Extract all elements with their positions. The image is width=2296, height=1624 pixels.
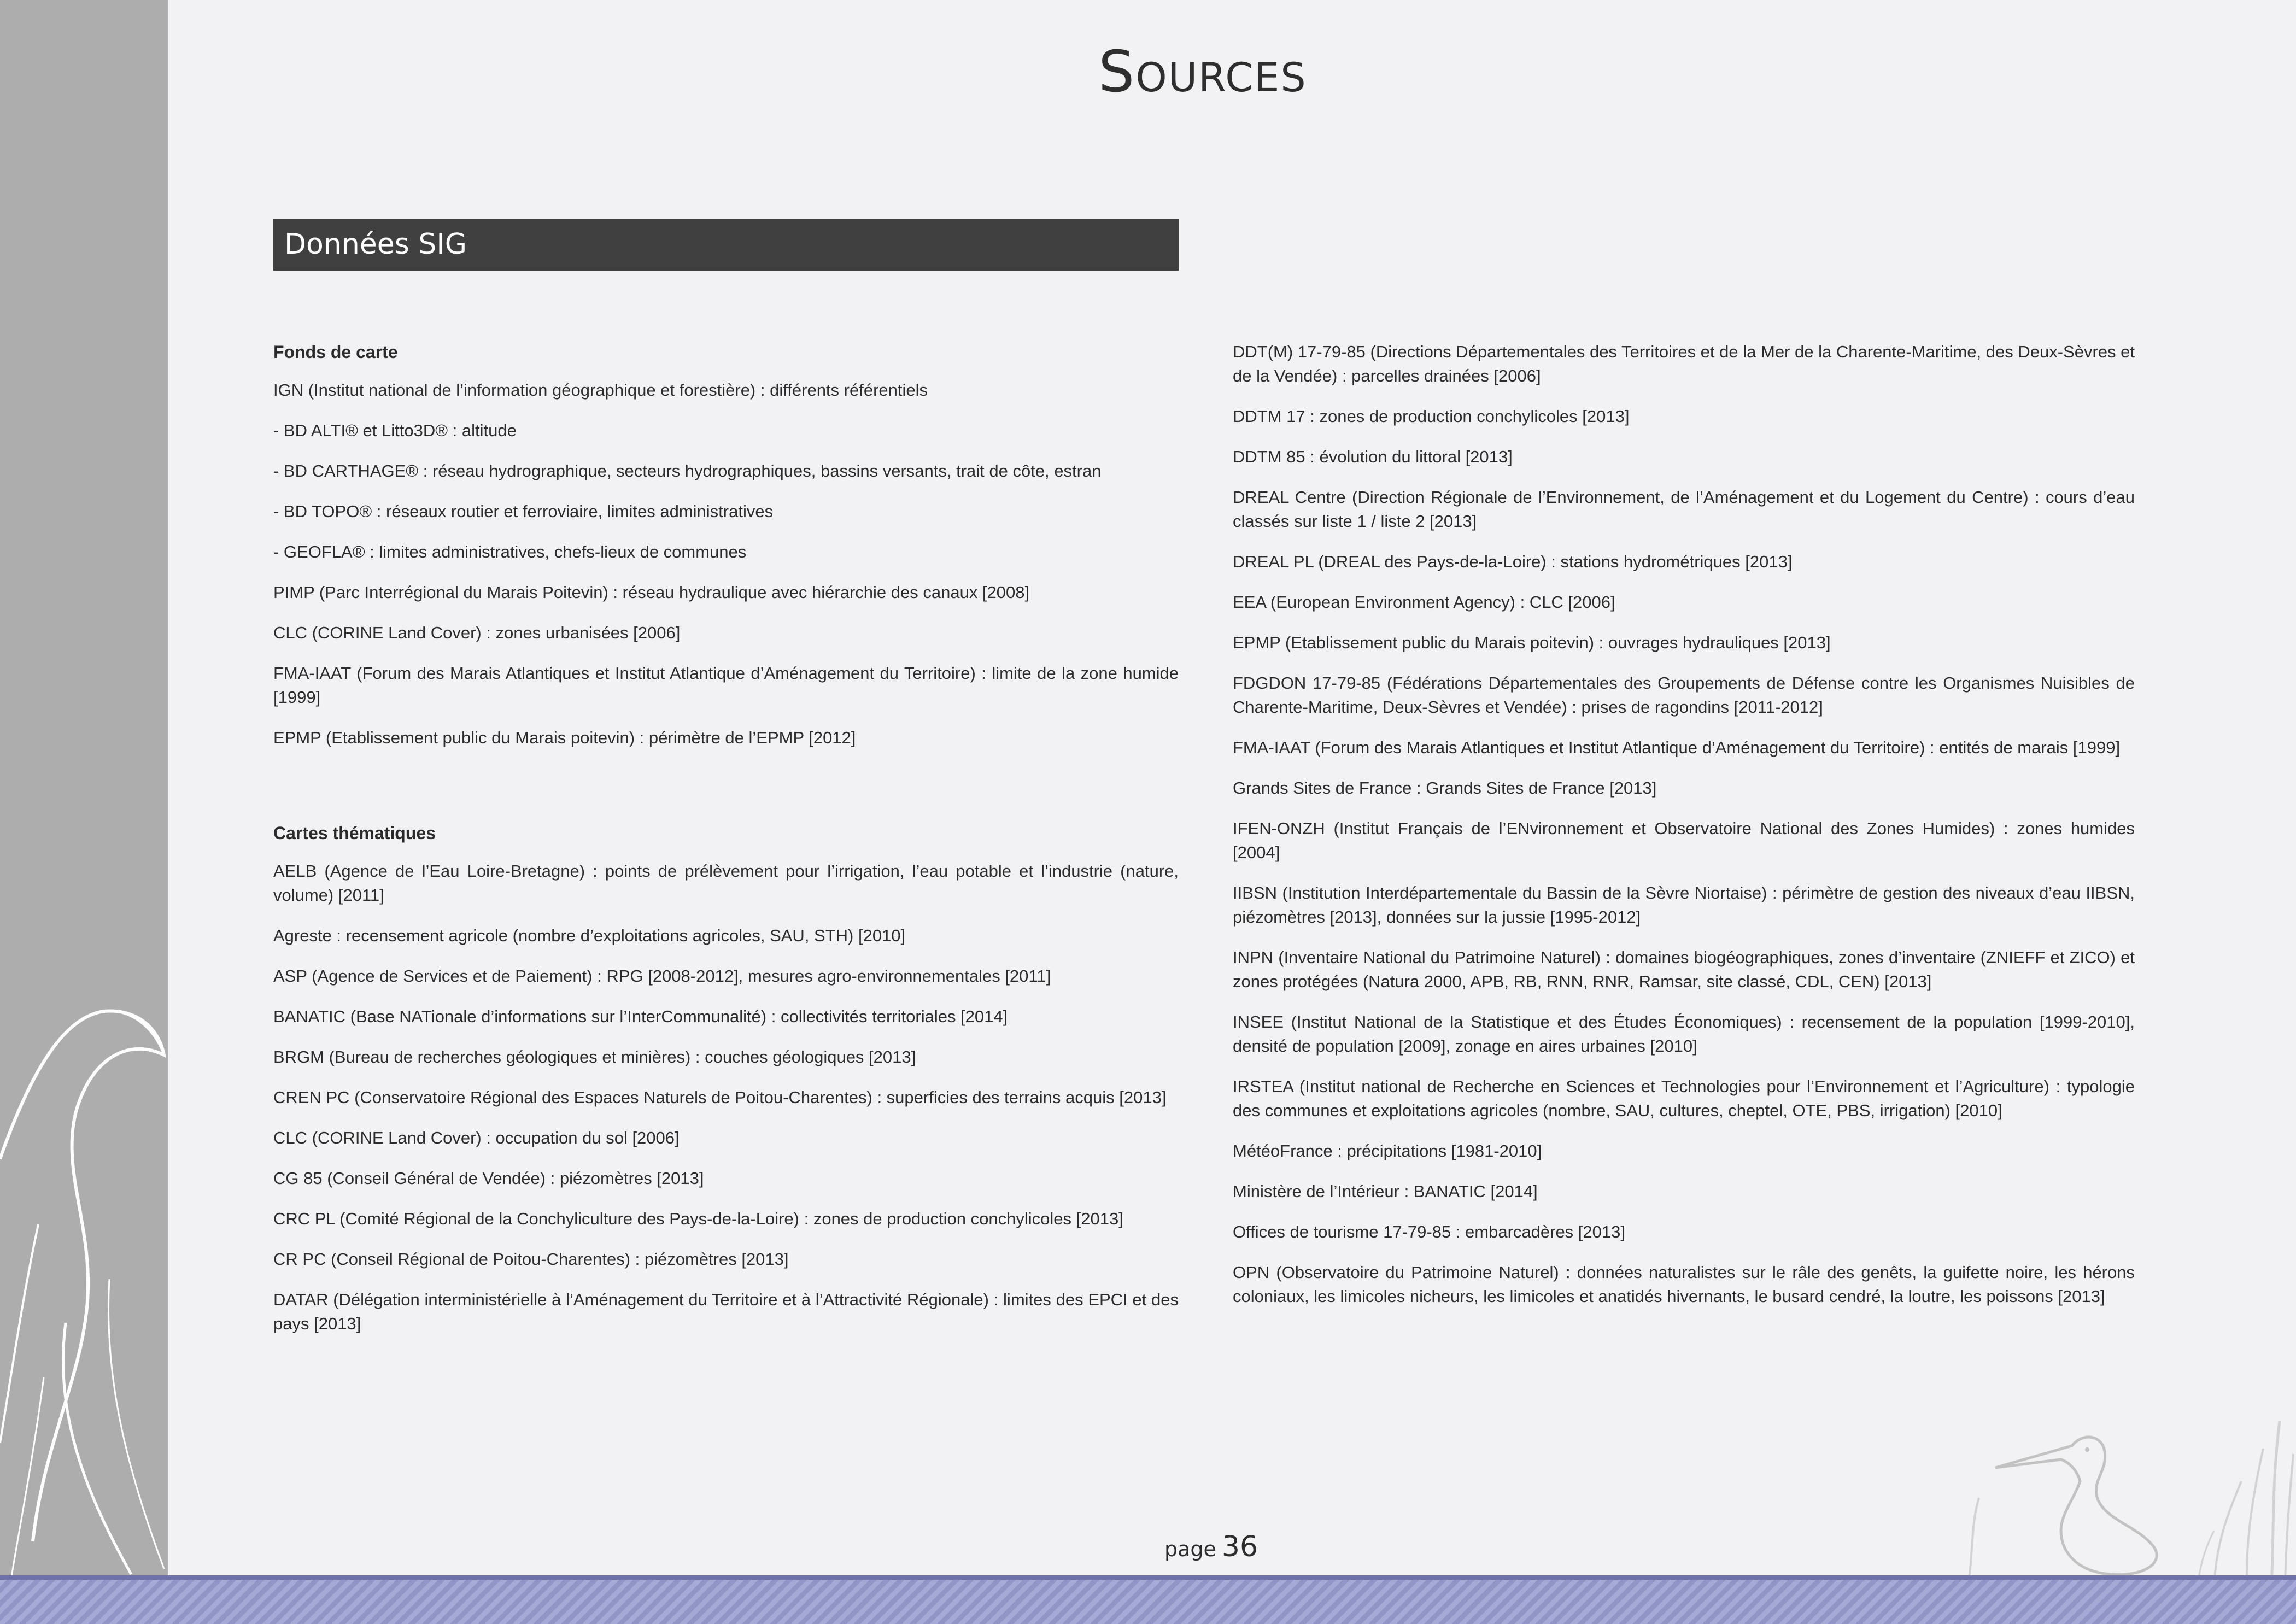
source-item: DDTM 17 : zones de production conchylicoles [2013] [1233, 407, 1630, 426]
source-item: DREAL Centre (Direction Régionale de l’Environnement, de l’Aménagement et du Logement du Centre) : cours d’eau classés sur liste 1 / liste 2 [2013] [1233, 488, 2135, 531]
source-item: IRSTEA (Institut national de Recherche en Sciences et Technologies pour l’Environnement et l’Agriculture) : typologie des communes et exploitations agricoles (nombre, SAU, cultures, cheptel, OTE, PBS, irrigation) [2010] [1233, 1077, 2135, 1120]
source-item: IFEN-ONZH (Institut Français de l’ENvironnement et Observatoire National des Zones Humides) : zones humides [2004] [1233, 819, 2135, 862]
heron-outline-illustration [0, 995, 186, 1585]
source-item: EPMP (Etablissement public du Marais poitevin) : ouvrages hydrauliques [2013] [1233, 633, 1831, 652]
source-item: DDT(M) 17-79-85 (Directions Départementales des Territoires et de la Mer de la Charente-Maritime, des Deux-Sèvres et de la Vendée) : parcelles drainées [2006] [1233, 342, 2135, 385]
source-item: PIMP (Parc Interrégional du Marais Poitevin) : réseau hydraulique avec hiérarchie des canaux [2008] [273, 583, 1030, 602]
source-item: Agreste : recensement agricole (nombre d’exploitations agricoles, SAU, STH) [2010] [273, 926, 906, 945]
page-number-value: 36 [1221, 1531, 1258, 1563]
source-item: EEA (European Environment Agency) : CLC [2006] [1233, 593, 1615, 612]
source-item: OPN (Observatoire du Patrimoine Naturel) : données naturalistes sur le râle des genêts, la guifette noire, les hérons coloniaux, les limicoles nicheurs, les limicoles et anatidés hivernants, le busard cendré, la loutre, les poissons [2013] [1233, 1263, 2135, 1306]
source-item: Offices de tourisme 17-79-85 : embarcadères [2013] [1233, 1222, 1625, 1241]
source-item: CG 85 (Conseil Général de Vendée) : piézomètres [2013] [273, 1169, 704, 1188]
source-item: EPMP (Etablissement public du Marais poitevin) : périmètre de l’EPMP [2012] [273, 728, 856, 747]
left-column [273, 340, 1179, 1352]
source-item: FDGDON 17-79-85 (Fédérations Départementales des Groupements de Défense contre les Organismes Nuisibles de Charente-Maritime, Deux-Sèvres et Vendée) : prises de ragondins [2011-2012] [1233, 673, 2135, 717]
source-item: AELB (Agence de l’Eau Loire-Bretagne) : points de prélèvement pour l’irrigation, l’eau potable et l’industrie (nature, volume) [2011] [273, 861, 1179, 905]
fonds-de-carte-heading: Fonds de carte [273, 342, 398, 362]
source-item: FMA-IAAT (Forum des Marais Atlantiques et Institut Atlantique d’Aménagement du Territoire) : limite de la zone humide [1999] [273, 664, 1179, 707]
cartes-thematiques-heading: Cartes thématiques [273, 823, 436, 843]
source-item: - BD TOPO® : réseaux routier et ferroviaire, limites administratives [273, 502, 774, 521]
source-item: IIBSN (Institution Interdépartementale du Bassin de la Sèvre Niortaise) : périmètre de gestion des niveaux d’eau IIBSN, piézomètres [2013], données sur la jussie [1995-2012] [1233, 883, 2135, 927]
source-item: - GEOFLA® : limites administratives, chefs-lieux de communes [273, 542, 747, 561]
source-item: CRC PL (Comité Régional de la Conchyliculture des Pays-de-la-Loire) : zones de production conchylicoles [2013] [273, 1209, 1123, 1228]
source-item: CR PC (Conseil Régional de Poitou-Charentes) : piézomètres [2013] [273, 1250, 789, 1269]
page-number [1164, 1531, 1274, 1563]
source-item: CLC (CORINE Land Cover) : zones urbanisées [2006] [273, 623, 681, 642]
source-item: - BD CARTHAGE® : réseau hydrographique, secteurs hydrographiques, bassins versants, trait de côte, estran [273, 461, 1102, 480]
section-header-donnees-sig: Données SIG [273, 219, 1179, 271]
source-item: DREAL PL (DREAL des Pays-de-la-Loire) : stations hydrométriques [2013] [1233, 552, 1793, 571]
wader-bird-outline-illustration [1957, 1388, 2296, 1585]
footer-hatched-band [0, 1580, 2296, 1624]
source-item: MétéoFrance : précipitations [1981-2010] [1233, 1141, 1542, 1160]
source-item: FMA-IAAT (Forum des Marais Atlantiques et Institut Atlantique d’Aménagement du Territoire) : entités de marais [1999] [1233, 738, 2121, 757]
source-item: IGN (Institut national de l’information géographique et forestière) : différents référentiels [273, 380, 928, 400]
page-label: page [1164, 1537, 1216, 1561]
source-item: CREN PC (Conservatoire Régional des Espaces Naturels de Poitou-Charentes) : superficies des terrains acquis [2013] [273, 1088, 1167, 1107]
page-title: Sources [1098, 38, 1307, 105]
source-item: INPN (Inventaire National du Patrimoine Naturel) : domaines biogéographiques, zones d’inventaire (ZNIEFF et ZICO) et zones protégées (Natura 2000, APB, RB, RNN, RNR, Ramsar, site classé, CDL, CEN) [2013] [1233, 948, 2135, 991]
source-item: DATAR (Délégation interministérielle à l’Aménagement du Territoire et à l’Attractivité Régionale) : limites des EPCI et des pays [2013] [273, 1290, 1179, 1333]
source-item: - BD ALTI® et Litto3D® : altitude [273, 421, 517, 440]
source-item: BANATIC (Base NATionale d’informations sur l’InterCommunalité) : collectivités territoriales [2014] [273, 1007, 1008, 1026]
source-item: INSEE (Institut National de la Statistique et des Études Économiques) : recensement de la population [1999-2010], densité de population [2009], zonage en aires urbaines [2010] [1233, 1012, 2135, 1056]
source-item: BRGM (Bureau de recherches géologiques et minières) : couches géologiques [2013] [273, 1047, 916, 1066]
source-item: ASP (Agence de Services et de Paiement) : RPG [2008-2012], mesures agro-environnementales [2011] [273, 966, 1051, 986]
right-column [1233, 340, 2135, 1325]
source-item: Grands Sites de France : Grands Sites de France [2013] [1233, 778, 1657, 798]
source-item: Ministère de l’Intérieur : BANATIC [2014] [1233, 1182, 1538, 1201]
source-item: CLC (CORINE Land Cover) : occupation du sol [2006] [273, 1128, 680, 1147]
section-spacer [273, 766, 1179, 821]
source-item: DDTM 85 : évolution du littoral [2013] [1233, 447, 1513, 466]
